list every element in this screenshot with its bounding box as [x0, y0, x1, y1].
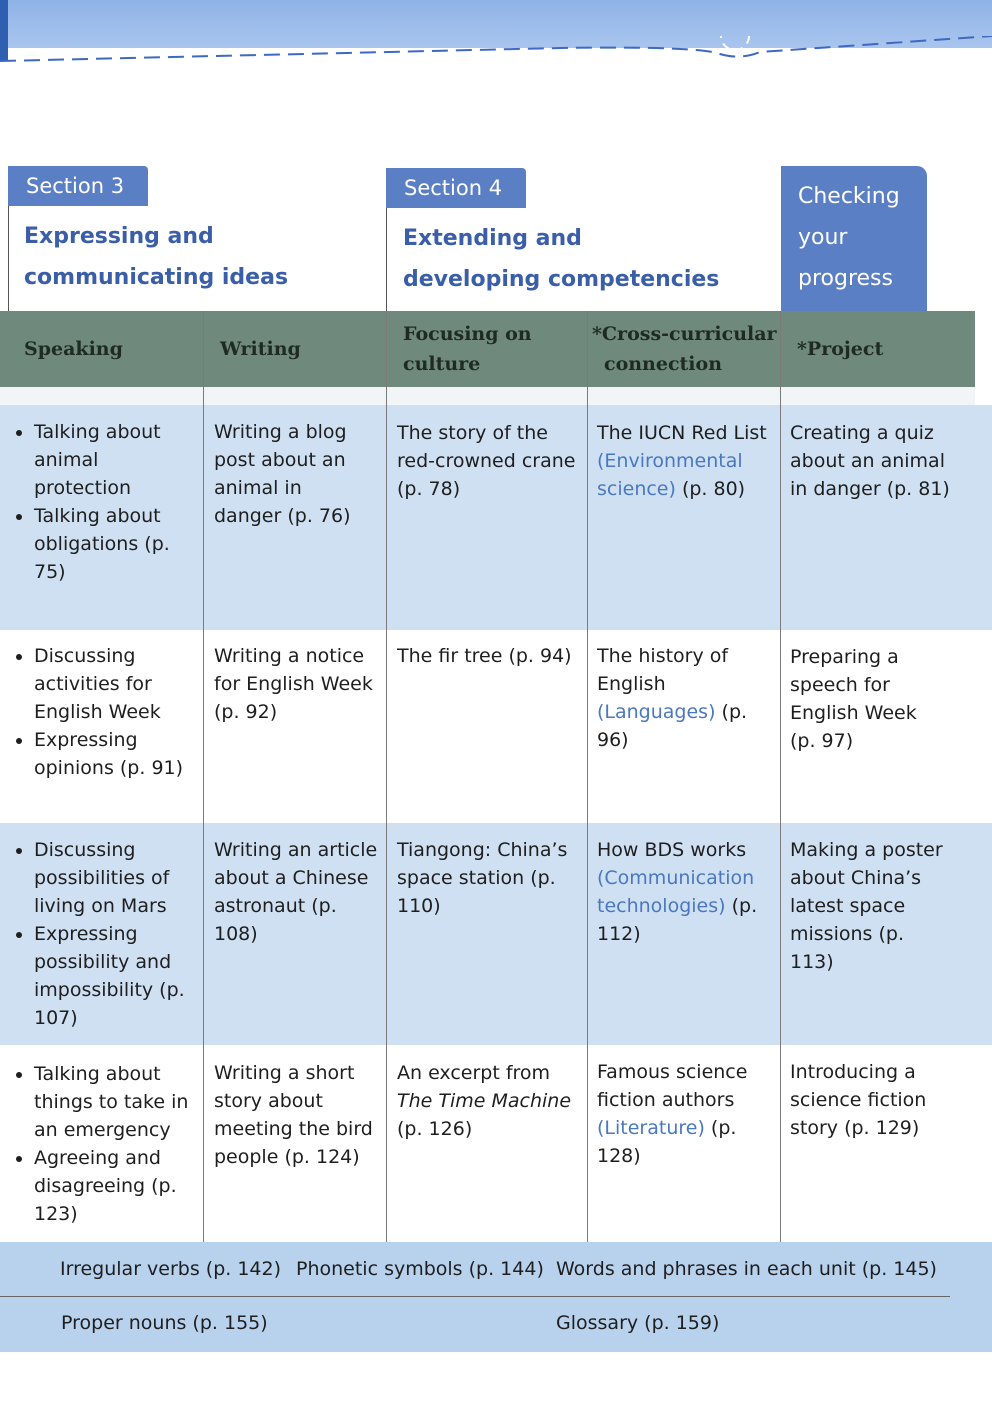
header-cross-curricular — [592, 311, 780, 387]
header-project: *Project — [797, 338, 884, 360]
cross-page: (p. 80) — [681, 478, 746, 500]
list-item: • Talking about things to take in an emergency — [34, 1060, 191, 1144]
section-3-title-line2: communicating ideas — [24, 265, 289, 290]
cross-page: (p. 112) — [597, 895, 758, 945]
header-writing: Writing — [220, 338, 301, 360]
header-gap — [0, 387, 975, 405]
footer-divider — [0, 1296, 950, 1297]
row2-culture: The fir tree (p. 94) — [397, 645, 572, 667]
progress-line1: Checking — [798, 184, 900, 209]
progress-line2: your — [798, 225, 848, 250]
row1-speaking — [16, 418, 196, 586]
cross-page: (p. 96) — [597, 701, 748, 751]
row2-writing: Writing a notice for English Week (p. 92) — [214, 645, 373, 723]
link-proper-nouns[interactable]: Proper nouns (p. 155) — [61, 1312, 268, 1334]
row3-culture: Tiangong: China’s space station (p. 110) — [397, 839, 568, 917]
list-item: • Expressing possibility and impossibility (p. 107) — [34, 920, 186, 1032]
culture-text: An excerpt from — [397, 1062, 551, 1084]
progress-line3: progress — [798, 266, 893, 291]
section-3-title — [24, 216, 288, 298]
section-3-tab: Section 3 — [8, 166, 148, 206]
list-item: • Talking about obligations (p. 75) — [34, 502, 196, 586]
culture-page: (p. 126) — [397, 1118, 473, 1140]
row4-cross — [597, 1058, 762, 1170]
column-divider — [386, 311, 387, 1242]
section-4-title-line1: Extending and — [403, 226, 582, 251]
cross-topic: The IUCN Red List — [597, 422, 767, 444]
header-cross-line1: *Cross-curricular — [592, 323, 777, 345]
row3-project: Making a poster about China’s latest space missions (p. 113) — [790, 839, 943, 973]
row1-culture: The story of the red-crowned crane (p. 78) — [397, 422, 576, 500]
row4-project: Introducing a science fiction story (p. 129) — [790, 1061, 927, 1139]
cross-topic: How BDS works — [597, 839, 747, 861]
cross-subject: (Environmental science) — [597, 450, 743, 500]
cross-subject: (Communication technologies) — [597, 867, 755, 917]
link-irregular-verbs[interactable]: Irregular verbs (p. 142) — [60, 1258, 282, 1280]
column-divider — [203, 311, 204, 1242]
column-divider — [780, 311, 781, 1242]
culture-book-title: The Time Machine — [397, 1090, 572, 1112]
cross-topic: The history of English — [597, 645, 729, 695]
dashed-path-decoration — [0, 36, 992, 66]
row4-culture — [397, 1059, 579, 1143]
section-4-border — [386, 208, 387, 311]
list-item: • Talking about animal protection — [34, 418, 196, 502]
row4-speaking — [16, 1060, 191, 1228]
header-culture-line2: culture — [403, 353, 481, 375]
header-speaking: Speaking — [24, 338, 123, 360]
row4-writing: Writing a short story about meeting the bird people (p. 124) — [214, 1062, 373, 1168]
header-culture — [403, 311, 587, 387]
section-3-border — [8, 206, 9, 311]
row3-speaking — [16, 836, 186, 1032]
row2-speaking — [16, 642, 186, 782]
header-cross-line2: connection — [604, 353, 723, 375]
list-item: • Agreeing and disagreeing (p. 123) — [34, 1144, 191, 1228]
row1-writing: Writing a blog post about an animal in danger (p. 76) — [214, 421, 351, 527]
cross-subject: (Literature) — [597, 1117, 705, 1139]
row3-writing: Writing an article about a Chinese astronaut (p. 108) — [214, 839, 378, 945]
header-culture-line1: Focusing on — [403, 323, 532, 345]
section-3-title-line1: Expressing and — [24, 224, 214, 249]
list-item: • Discussing possibilities of living on Mars — [34, 836, 186, 920]
section-4-title — [403, 218, 719, 300]
list-item: • Discussing activities for English Week — [34, 642, 186, 726]
column-divider — [587, 311, 588, 1242]
link-glossary[interactable]: Glossary (p. 159) — [556, 1312, 720, 1334]
row1-cross — [597, 419, 773, 503]
appendix-footer — [0, 1242, 992, 1352]
row3-cross — [597, 836, 762, 948]
row1-project: Creating a quiz about an animal in danger (p. 81) — [790, 422, 950, 500]
list-item: • Expressing opinions (p. 91) — [34, 726, 186, 782]
cross-page: (p. 128) — [597, 1117, 737, 1167]
section-4-tab: Section 4 — [386, 168, 526, 208]
link-words-phrases[interactable]: Words and phrases in each unit (p. 145) — [556, 1258, 937, 1280]
checking-progress-box — [781, 166, 927, 311]
row2-cross — [597, 642, 773, 754]
cross-topic: Famous science fiction authors — [597, 1061, 748, 1111]
link-phonetic-symbols[interactable]: Phonetic symbols (p. 144) — [296, 1258, 544, 1280]
cross-subject: (Languages) — [597, 701, 716, 723]
row2-project: Preparing a speech for English Week (p. 97) — [790, 646, 917, 752]
section-4-title-line2: developing competencies — [403, 267, 720, 292]
